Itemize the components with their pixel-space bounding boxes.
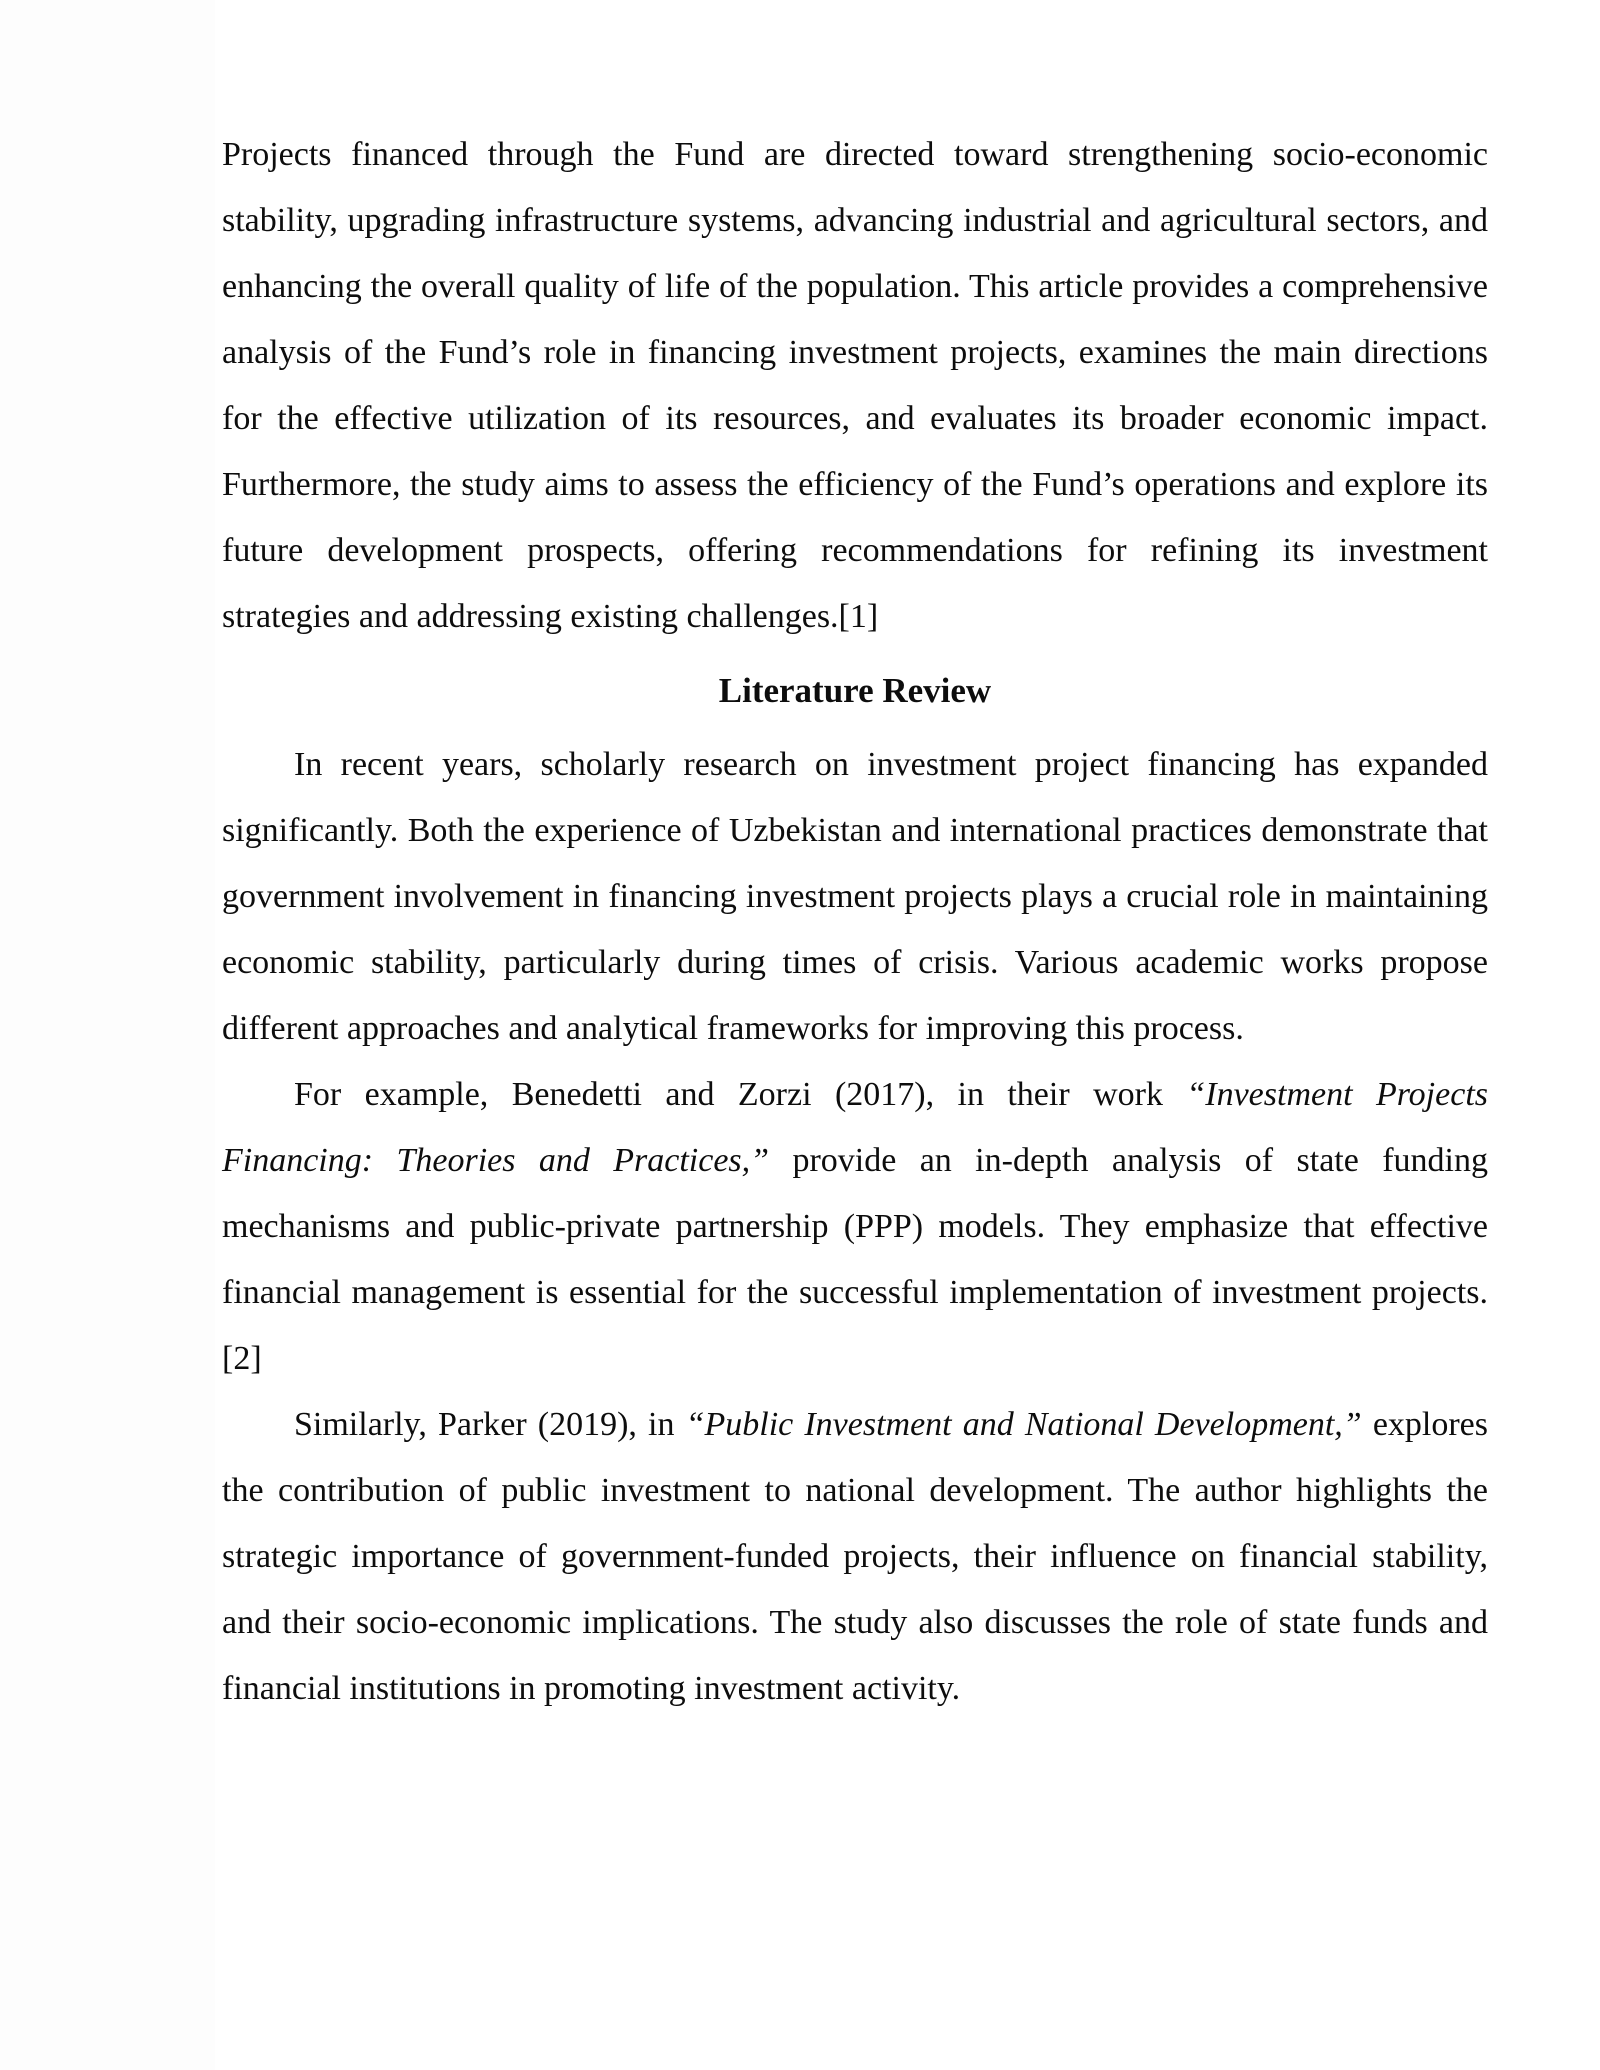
document-page <box>222 122 1488 1722</box>
scan-edge-shade <box>0 0 215 2070</box>
benedetti-intro-text: For example, Benedetti and Zorzi (2017), in their work <box>294 1076 1187 1113</box>
parker-rest-text: explores the contribution of public investment to national development. The author highlights the strategic importance of government-funded projects, their influence on financial stability, and their socio-economic implications. The study also discusses the role of state funds and financial institutions in promoting investment activity. <box>222 1406 1489 1707</box>
parker-work-title: “Public Investment and National Development,” <box>685 1406 1362 1443</box>
parker-intro-text: Similarly, Parker (2019), in <box>294 1406 686 1443</box>
body-paragraph-parker <box>222 1392 1488 1722</box>
body-paragraph-recent-years: In recent years, scholarly research on investment project financing has expanded significantly. Both the experience of Uzbekistan and international practices demonstrate that government involvement in financing investment projects plays a crucial role in maintaining economic stability, particularly during times of crisis. Various academic works propose different approaches and analytical frameworks for improving this process. <box>222 746 1488 1047</box>
section-heading-literature-review: Literature Review <box>718 671 992 710</box>
benedetti-rest-text: provide an in-depth analysis of state funding mechanisms and public-private partnership (PPP) models. They emphasize that effective financial management is essential for the successful implementation of investment projects.[2] <box>222 1142 1488 1377</box>
benedetti-work-title: “Investment Projects Financing: Theories and Practices,” <box>222 1076 1488 1179</box>
body-paragraph-benedetti <box>222 1062 1488 1392</box>
body-paragraph-intro: Projects financed through the Fund are directed toward strengthening socio-economic stability, upgrading infrastructure systems, advancing industrial and agricultural sectors, and enhancing the overall quality of life of the population. This article provides a comprehensive analysis of the Fund’s role in financing investment projects, examines the main directions for the effective utilization of its resources, and evaluates its broader economic impact. Furthermore, the study aims to assess the efficiency of the Fund’s operations and explore its future development prospects, offering recommendations for refining its investment strategies and addressing existing challenges.[1] <box>222 136 1488 635</box>
